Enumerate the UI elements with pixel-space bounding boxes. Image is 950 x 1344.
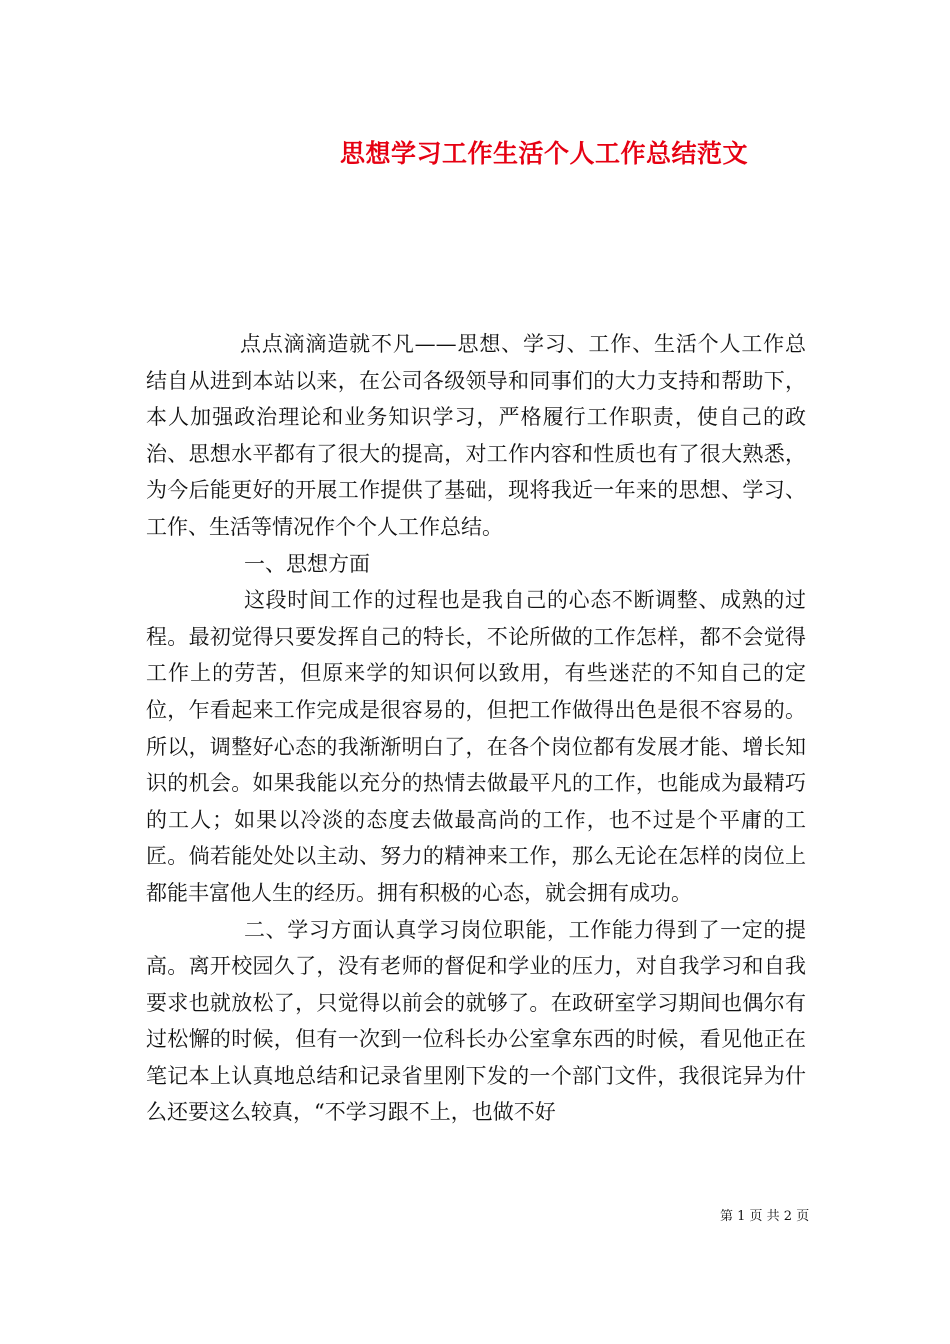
page-title: 思想学习工作生活个人工作总结范文 xyxy=(339,139,748,168)
document-body xyxy=(146,326,806,1131)
paragraph-study: 二、学习方面认真学习岗位职能，工作能力得到了一定的提高。离开校园久了，没有老师的督促和学业的压力，对自我学习和自我要求也就放松了，只觉得以前会的就够了。在政研室学习期间也偶尔有过松懈的时候，但有一次到一位科长办公室拿东西的时候，看见他正在笔记本上认真地总结和记录省里刚下发的一个部门文件，我很诧异为什么还要这么较真，“不学习跟不上，也做不好 xyxy=(146,917,806,1125)
section-heading-thought: 一、思想方面 xyxy=(244,551,370,576)
paragraph-thought: 这段时间工作的过程也是我自己的心态不断调整、成熟的过程。最初觉得只要发挥自己的特长，不论所做的工作怎样，都不会觉得工作上的劳苦，但原来学的知识何以致用，有些迷茫的不知自己的定位，乍看起来工作完成是很容易的，但把工作做得出色是很不容易的。所以，调整好心态的我渐渐明白了，在各个岗位都有发展才能、增长知识的机会。如果我能以充分的热情去做最平凡的工作，也能成为最精巧的工人；如果以冷淡的态度去做最高尚的工作，也不过是个平庸的工匠。倘若能处处以主动、努力的精神来工作，那么无论在怎样的岗位上都能丰富他人生的经历。拥有积极的心态，就会拥有成功。 xyxy=(146,588,806,905)
page-number: 第 1 页 共 2 页 xyxy=(720,1209,810,1224)
paragraph-intro: 点点滴滴造就不凡——思想、学习、工作、生活个人工作总结自从进到本站以来，在公司各级领导和同事们的大力支持和帮助下，本人加强政治理论和业务知识学习，严格履行工作职责，使自己的政治、思想水平都有了很大的提高，对工作内容和性质也有了很大熟悉，为今后能更好的开展工作提供了基础，现将我近一年来的思想、学习、工作、生活等情况作个个人工作总结。 xyxy=(146,332,806,539)
